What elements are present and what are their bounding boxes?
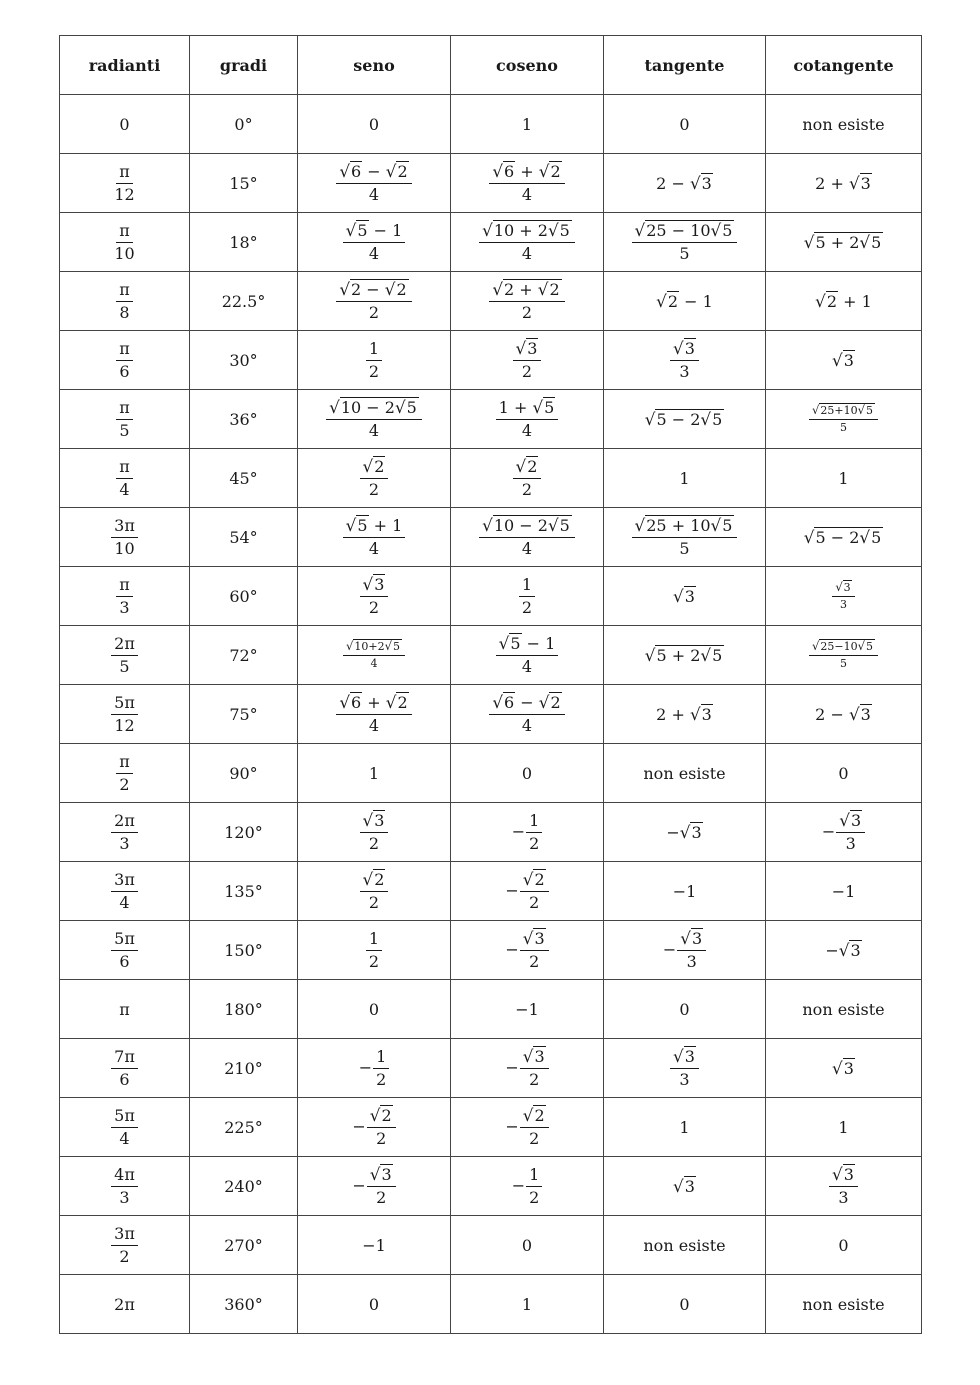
cell-seno: −1 bbox=[298, 1216, 451, 1275]
cell-cotangente: −1 bbox=[766, 862, 922, 921]
cell-radianti: $\frac{5\pi}{4}$ bbox=[60, 1098, 190, 1157]
cell-radianti: π bbox=[60, 980, 190, 1039]
cell-seno: $\frac{√2}{2}$ bbox=[298, 862, 451, 921]
cell-gradi: 360° bbox=[190, 1275, 298, 1334]
cell-seno: $\frac{√3}{2}$ bbox=[298, 567, 451, 626]
cell-gradi: 270° bbox=[190, 1216, 298, 1275]
cell-radianti: $\frac{3\pi}{4}$ bbox=[60, 862, 190, 921]
cell-seno: − $\frac{1}{2}$ bbox=[298, 1039, 451, 1098]
cell-tangente: $\frac{√25 - 10√5}{5}$ bbox=[604, 213, 766, 272]
cell-tangente: 2 − √3 bbox=[604, 154, 766, 213]
cell-radianti: $\frac{\pi}{5}$ bbox=[60, 390, 190, 449]
cell-radianti: $\frac{2\pi}{3}$ bbox=[60, 803, 190, 862]
cell-radianti: $\frac{5\pi}{6}$ bbox=[60, 921, 190, 980]
header-gradi: gradi bbox=[190, 36, 298, 95]
cell-gradi: 30° bbox=[190, 331, 298, 390]
cell-tangente: 1 bbox=[604, 1098, 766, 1157]
cell-seno: − $\frac{√3}{2}$ bbox=[298, 1157, 451, 1216]
table-body bbox=[60, 95, 922, 1334]
cell-gradi: 36° bbox=[190, 390, 298, 449]
cell-gradi: 22.5° bbox=[190, 272, 298, 331]
cell-gradi: 150° bbox=[190, 921, 298, 980]
cell-cotangente: √3 bbox=[766, 1039, 922, 1098]
cell-gradi: 72° bbox=[190, 626, 298, 685]
cell-seno: 0 bbox=[298, 980, 451, 1039]
cell-radianti: 2π bbox=[60, 1275, 190, 1334]
table-row bbox=[60, 744, 922, 803]
cell-coseno: $\frac{√2 + √2}{2}$ bbox=[451, 272, 604, 331]
cell-gradi: 15° bbox=[190, 154, 298, 213]
cell-radianti: $\frac{\pi}{3}$ bbox=[60, 567, 190, 626]
cell-seno: $\frac{√2 - √2}{2}$ bbox=[298, 272, 451, 331]
cell-coseno: 1 bbox=[451, 95, 604, 154]
table-row bbox=[60, 980, 922, 1039]
cell-coseno: $\frac{√10 - 2√5}{4}$ bbox=[451, 508, 604, 567]
cell-tangente: $\frac{√3}{3}$ bbox=[604, 331, 766, 390]
cell-tangente: non esiste bbox=[604, 744, 766, 803]
cell-gradi: 90° bbox=[190, 744, 298, 803]
cell-radianti: $\frac{7\pi}{6}$ bbox=[60, 1039, 190, 1098]
cell-tangente: $\frac{√25 + 10√5}{5}$ bbox=[604, 508, 766, 567]
cell-gradi: 225° bbox=[190, 1098, 298, 1157]
table-row bbox=[60, 1098, 922, 1157]
header-tangente: tangente bbox=[604, 36, 766, 95]
cell-seno: $\frac{1}{2}$ bbox=[298, 331, 451, 390]
cell-cotangente: $\frac{√25-10√5}{5}$ bbox=[766, 626, 922, 685]
cell-tangente: 0 bbox=[604, 980, 766, 1039]
cell-tangente: √5 − 2√5 bbox=[604, 390, 766, 449]
cell-radianti: $\frac{3\pi}{10}$ bbox=[60, 508, 190, 567]
cell-cotangente: $\frac{√3}{3}$ bbox=[766, 1157, 922, 1216]
cell-coseno: $\frac{√6 - √2}{4}$ bbox=[451, 685, 604, 744]
cell-radianti: $\frac{\pi}{2}$ bbox=[60, 744, 190, 803]
cell-coseno: − $\frac{√2}{2}$ bbox=[451, 1098, 604, 1157]
cell-cotangente: 0 bbox=[766, 744, 922, 803]
table-row bbox=[60, 685, 922, 744]
table-row bbox=[60, 390, 922, 449]
cell-radianti: $\frac{\pi}{8}$ bbox=[60, 272, 190, 331]
header-radianti: radianti bbox=[60, 36, 190, 95]
cell-cotangente: √5 + 2√5 bbox=[766, 213, 922, 272]
table-row bbox=[60, 95, 922, 154]
cell-tangente: 1 bbox=[604, 449, 766, 508]
cell-coseno: 0 bbox=[451, 1216, 604, 1275]
header-cotangente: cotangente bbox=[766, 36, 922, 95]
cell-coseno: − $\frac{1}{2}$ bbox=[451, 803, 604, 862]
cell-seno: $\frac{√2}{2}$ bbox=[298, 449, 451, 508]
cell-coseno: 1 bbox=[451, 1275, 604, 1334]
cell-cotangente: √5 − 2√5 bbox=[766, 508, 922, 567]
cell-tangente: −√3 bbox=[604, 803, 766, 862]
table-row bbox=[60, 1216, 922, 1275]
table-row bbox=[60, 1275, 922, 1334]
table-row bbox=[60, 508, 922, 567]
cell-radianti: $\frac{3\pi}{2}$ bbox=[60, 1216, 190, 1275]
cell-cotangente: 2 − √3 bbox=[766, 685, 922, 744]
cell-cotangente: −√3 bbox=[766, 921, 922, 980]
cell-coseno: −1 bbox=[451, 980, 604, 1039]
cell-radianti: $\frac{2\pi}{5}$ bbox=[60, 626, 190, 685]
cell-coseno: − $\frac{1}{2}$ bbox=[451, 1157, 604, 1216]
cell-coseno: $\frac{1}{2}$ bbox=[451, 567, 604, 626]
cell-cotangente: √3 bbox=[766, 331, 922, 390]
cell-cotangente: non esiste bbox=[766, 980, 922, 1039]
cell-seno: $\frac{√5 - 1}{4}$ bbox=[298, 213, 451, 272]
cell-seno: 1 bbox=[298, 744, 451, 803]
cell-coseno: − $\frac{√2}{2}$ bbox=[451, 862, 604, 921]
cell-cotangente: 0 bbox=[766, 1216, 922, 1275]
table-row bbox=[60, 567, 922, 626]
cell-coseno: $\frac{√3}{2}$ bbox=[451, 331, 604, 390]
table-row bbox=[60, 272, 922, 331]
cell-seno: $\frac{√3}{2}$ bbox=[298, 803, 451, 862]
table-row bbox=[60, 626, 922, 685]
cell-gradi: 54° bbox=[190, 508, 298, 567]
cell-radianti: $\frac{4\pi}{3}$ bbox=[60, 1157, 190, 1216]
cell-gradi: 0° bbox=[190, 95, 298, 154]
cell-radianti: $\frac{\pi}{4}$ bbox=[60, 449, 190, 508]
cell-tangente: $\frac{√3}{3}$ bbox=[604, 1039, 766, 1098]
cell-gradi: 210° bbox=[190, 1039, 298, 1098]
cell-cotangente: $\frac{√3}{3}$ bbox=[766, 567, 922, 626]
header-seno: seno bbox=[298, 36, 451, 95]
cell-radianti: 0 bbox=[60, 95, 190, 154]
cell-gradi: 60° bbox=[190, 567, 298, 626]
table-row bbox=[60, 803, 922, 862]
cell-cotangente: 1 bbox=[766, 449, 922, 508]
table-row bbox=[60, 1039, 922, 1098]
cell-tangente: − $\frac{√3}{3}$ bbox=[604, 921, 766, 980]
cell-cotangente: $\frac{√25+10√5}{5}$ bbox=[766, 390, 922, 449]
table-row bbox=[60, 331, 922, 390]
cell-cotangente: 2 + √3 bbox=[766, 154, 922, 213]
trig-table-container bbox=[59, 35, 922, 1334]
cell-radianti: $\frac{\pi}{12}$ bbox=[60, 154, 190, 213]
cell-tangente: √2 − 1 bbox=[604, 272, 766, 331]
cell-radianti: $\frac{\pi}{6}$ bbox=[60, 331, 190, 390]
cell-tangente: √5 + 2√5 bbox=[604, 626, 766, 685]
cell-seno: − $\frac{√2}{2}$ bbox=[298, 1098, 451, 1157]
cell-cotangente: non esiste bbox=[766, 95, 922, 154]
table-row bbox=[60, 449, 922, 508]
cell-seno: 0 bbox=[298, 95, 451, 154]
cell-coseno: $\frac{√5 - 1}{4}$ bbox=[451, 626, 604, 685]
cell-tangente: √3 bbox=[604, 567, 766, 626]
table-row bbox=[60, 921, 922, 980]
cell-gradi: 75° bbox=[190, 685, 298, 744]
cell-cotangente: 1 bbox=[766, 1098, 922, 1157]
cell-coseno: $\frac{√10 + 2√5}{4}$ bbox=[451, 213, 604, 272]
cell-seno: 0 bbox=[298, 1275, 451, 1334]
cell-gradi: 45° bbox=[190, 449, 298, 508]
cell-radianti: $\frac{5\pi}{12}$ bbox=[60, 685, 190, 744]
cell-gradi: 180° bbox=[190, 980, 298, 1039]
cell-coseno: $\frac{1 + √5}{4}$ bbox=[451, 390, 604, 449]
table-row bbox=[60, 213, 922, 272]
table-row bbox=[60, 862, 922, 921]
cell-cotangente: √2 + 1 bbox=[766, 272, 922, 331]
table-row bbox=[60, 1157, 922, 1216]
cell-seno: $\frac{√10 - 2√5}{4}$ bbox=[298, 390, 451, 449]
cell-seno: $\frac{1}{2}$ bbox=[298, 921, 451, 980]
cell-coseno: − $\frac{√3}{2}$ bbox=[451, 921, 604, 980]
cell-gradi: 240° bbox=[190, 1157, 298, 1216]
cell-tangente: 0 bbox=[604, 95, 766, 154]
cell-tangente: 2 + √3 bbox=[604, 685, 766, 744]
cell-seno: $\frac{√6 - √2}{4}$ bbox=[298, 154, 451, 213]
cell-seno: $\frac{√6 + √2}{4}$ bbox=[298, 685, 451, 744]
cell-gradi: 120° bbox=[190, 803, 298, 862]
trig-values-table bbox=[59, 35, 922, 1334]
cell-coseno: − $\frac{√3}{2}$ bbox=[451, 1039, 604, 1098]
cell-seno: $\frac{√5 + 1}{4}$ bbox=[298, 508, 451, 567]
cell-coseno: $\frac{√6 + √2}{4}$ bbox=[451, 154, 604, 213]
cell-tangente: −1 bbox=[604, 862, 766, 921]
table-row bbox=[60, 154, 922, 213]
cell-gradi: 135° bbox=[190, 862, 298, 921]
cell-tangente: 0 bbox=[604, 1275, 766, 1334]
cell-tangente: √3 bbox=[604, 1157, 766, 1216]
cell-coseno: $\frac{√2}{2}$ bbox=[451, 449, 604, 508]
cell-tangente: non esiste bbox=[604, 1216, 766, 1275]
cell-cotangente: non esiste bbox=[766, 1275, 922, 1334]
cell-radianti: $\frac{\pi}{10}$ bbox=[60, 213, 190, 272]
cell-cotangente: − $\frac{√3}{3}$ bbox=[766, 803, 922, 862]
header-row bbox=[60, 36, 922, 95]
cell-gradi: 18° bbox=[190, 213, 298, 272]
cell-seno: $\frac{√10+2√5}{4}$ bbox=[298, 626, 451, 685]
header-coseno: coseno bbox=[451, 36, 604, 95]
cell-coseno: 0 bbox=[451, 744, 604, 803]
